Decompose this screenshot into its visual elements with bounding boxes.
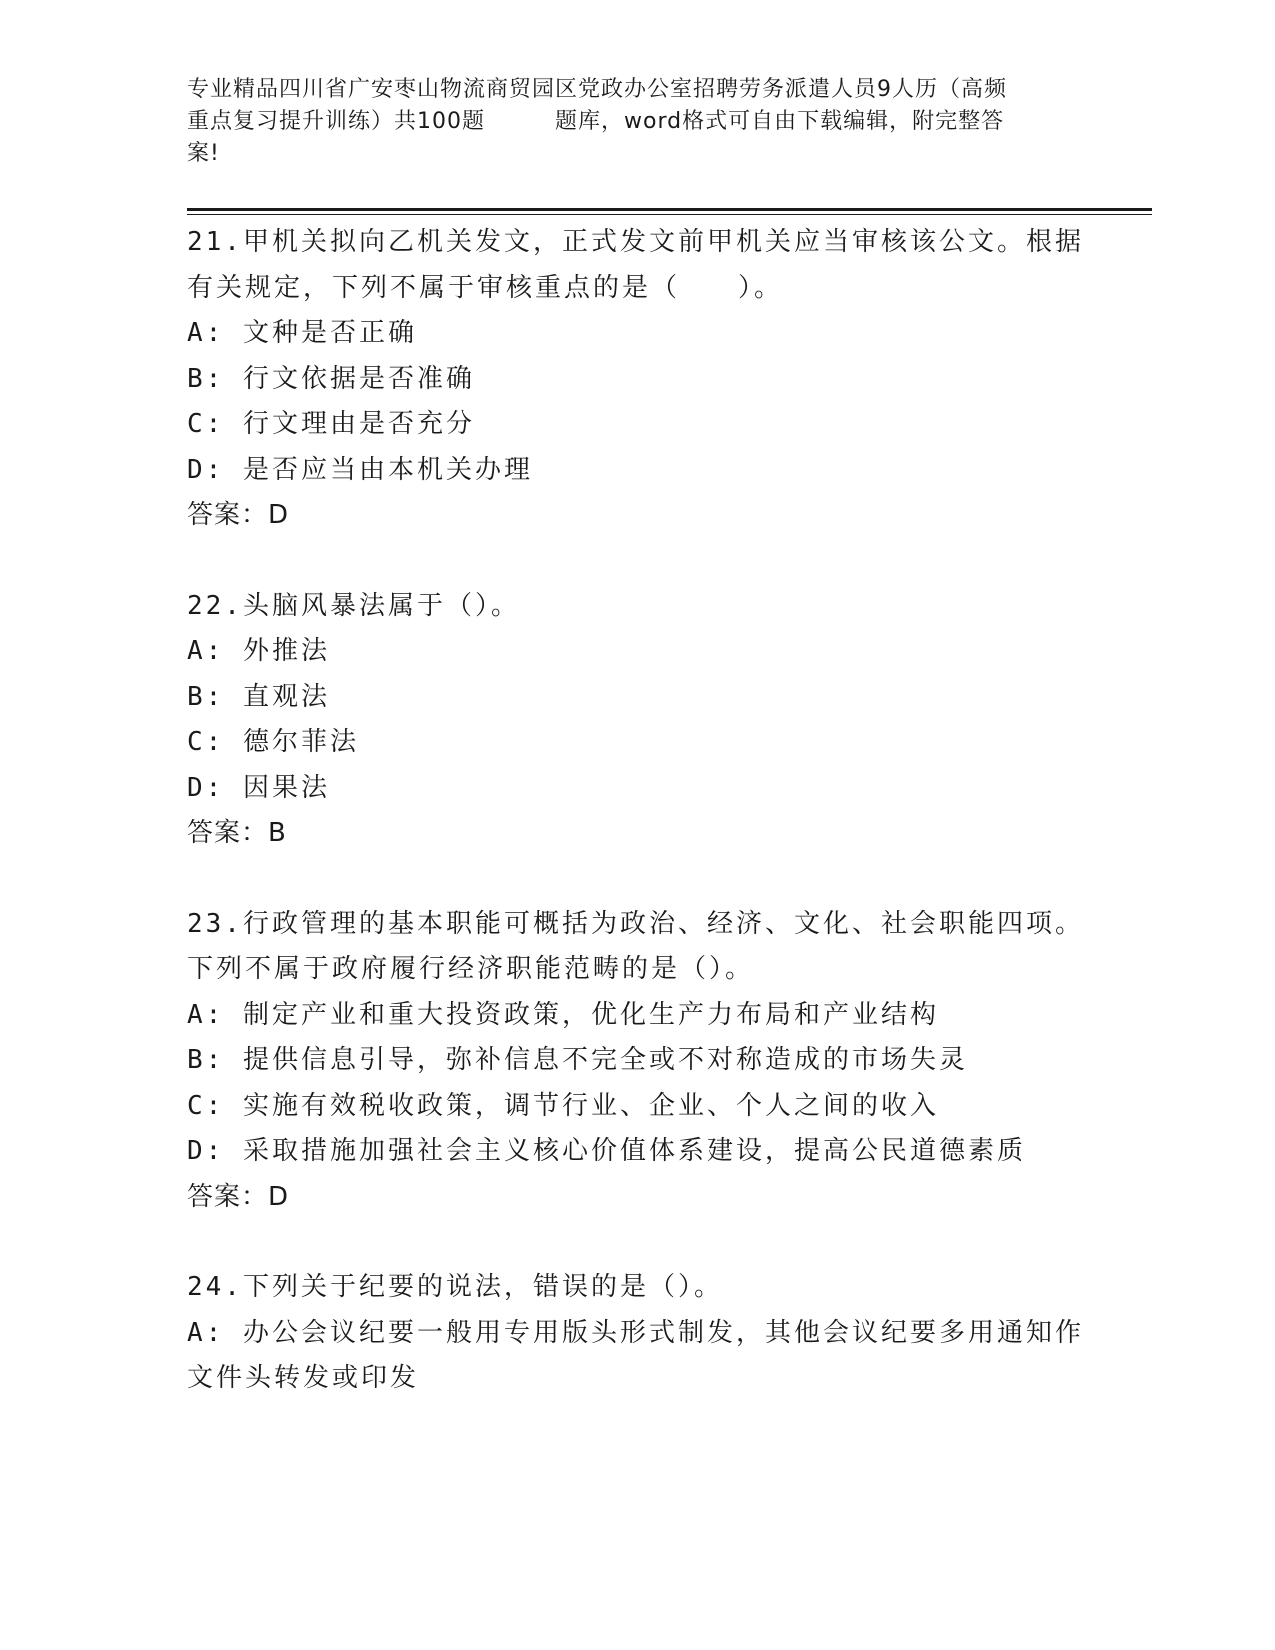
header-title-line-2-part-1: 重点复习提升训练）共100题 — [187, 109, 485, 134]
question-22 — [187, 584, 1087, 857]
answer-line: 答案：D — [187, 500, 290, 530]
option-c: C: 实施有效税收政策，调节行业、企业、个人之间的收入 — [187, 1090, 939, 1121]
option-d: D: 因果法 — [187, 772, 330, 803]
answer-line: 答案：B — [187, 818, 287, 848]
option-a: A: 办公会议纪要一般用专用版头形式制发，其他会议纪要多用通知作 — [187, 1317, 1084, 1348]
option-b: B: 行文依据是否准确 — [187, 363, 475, 394]
header-title-line-1: 专业精品四川省广安枣山物流商贸园区党政办公室招聘劳务派遣人员9人历（高频 — [187, 77, 1007, 102]
question-stem-line: 23.行政管理的基本职能可概括为政治、经济、文化、社会职能四项。 — [187, 908, 1084, 939]
option-a-continued: 文件头转发或印发 — [187, 1363, 420, 1393]
question-stem-line: 21.甲机关拟向乙机关发文，正式发文前甲机关应当审核该公文。根据 — [187, 227, 1084, 257]
option-d: D: 采取措施加强社会主义核心价值体系建设，提高公民道德素质 — [187, 1136, 1026, 1166]
option-a: A: 文种是否正确 — [187, 318, 417, 348]
header-divider — [187, 208, 1152, 215]
question-24 — [187, 1265, 1087, 1402]
answer-line: 答案：D — [187, 1181, 290, 1212]
header-title-line-3: 案! — [187, 141, 220, 166]
question-stem-line: 24.下列关于纪要的说法，错误的是（）。 — [187, 1272, 723, 1302]
option-c: C: 行文理由是否充分 — [187, 409, 475, 439]
question-list — [187, 220, 1087, 1447]
option-a: A: 制定产业和重大投资政策，优化生产力布局和产业结构 — [187, 999, 939, 1030]
option-d: D: 是否应当由本机关办理 — [187, 454, 533, 485]
option-b: B: 直观法 — [187, 681, 330, 712]
question-stem-line: 下列不属于政府履行经济职能范畴的是（）。 — [187, 954, 755, 984]
question-stem-line: 有关规定，下列不属于审核重点的是（ ）。 — [187, 272, 784, 303]
header-title-line-2-part-2: 题库，word格式可自由下载编辑，附完整答 — [555, 109, 1005, 134]
option-b: B: 提供信息引导，弥补信息不完全或不对称造成的市场失灵 — [187, 1045, 968, 1075]
question-23 — [187, 902, 1087, 1221]
question-21 — [187, 220, 1087, 539]
document-header — [187, 74, 1087, 170]
question-stem-line: 22.头脑风暴法属于（）。 — [187, 590, 520, 621]
option-c: C: 德尔菲法 — [187, 727, 359, 757]
option-a: A: 外推法 — [187, 636, 330, 666]
header-title-line-2 — [187, 106, 1087, 138]
